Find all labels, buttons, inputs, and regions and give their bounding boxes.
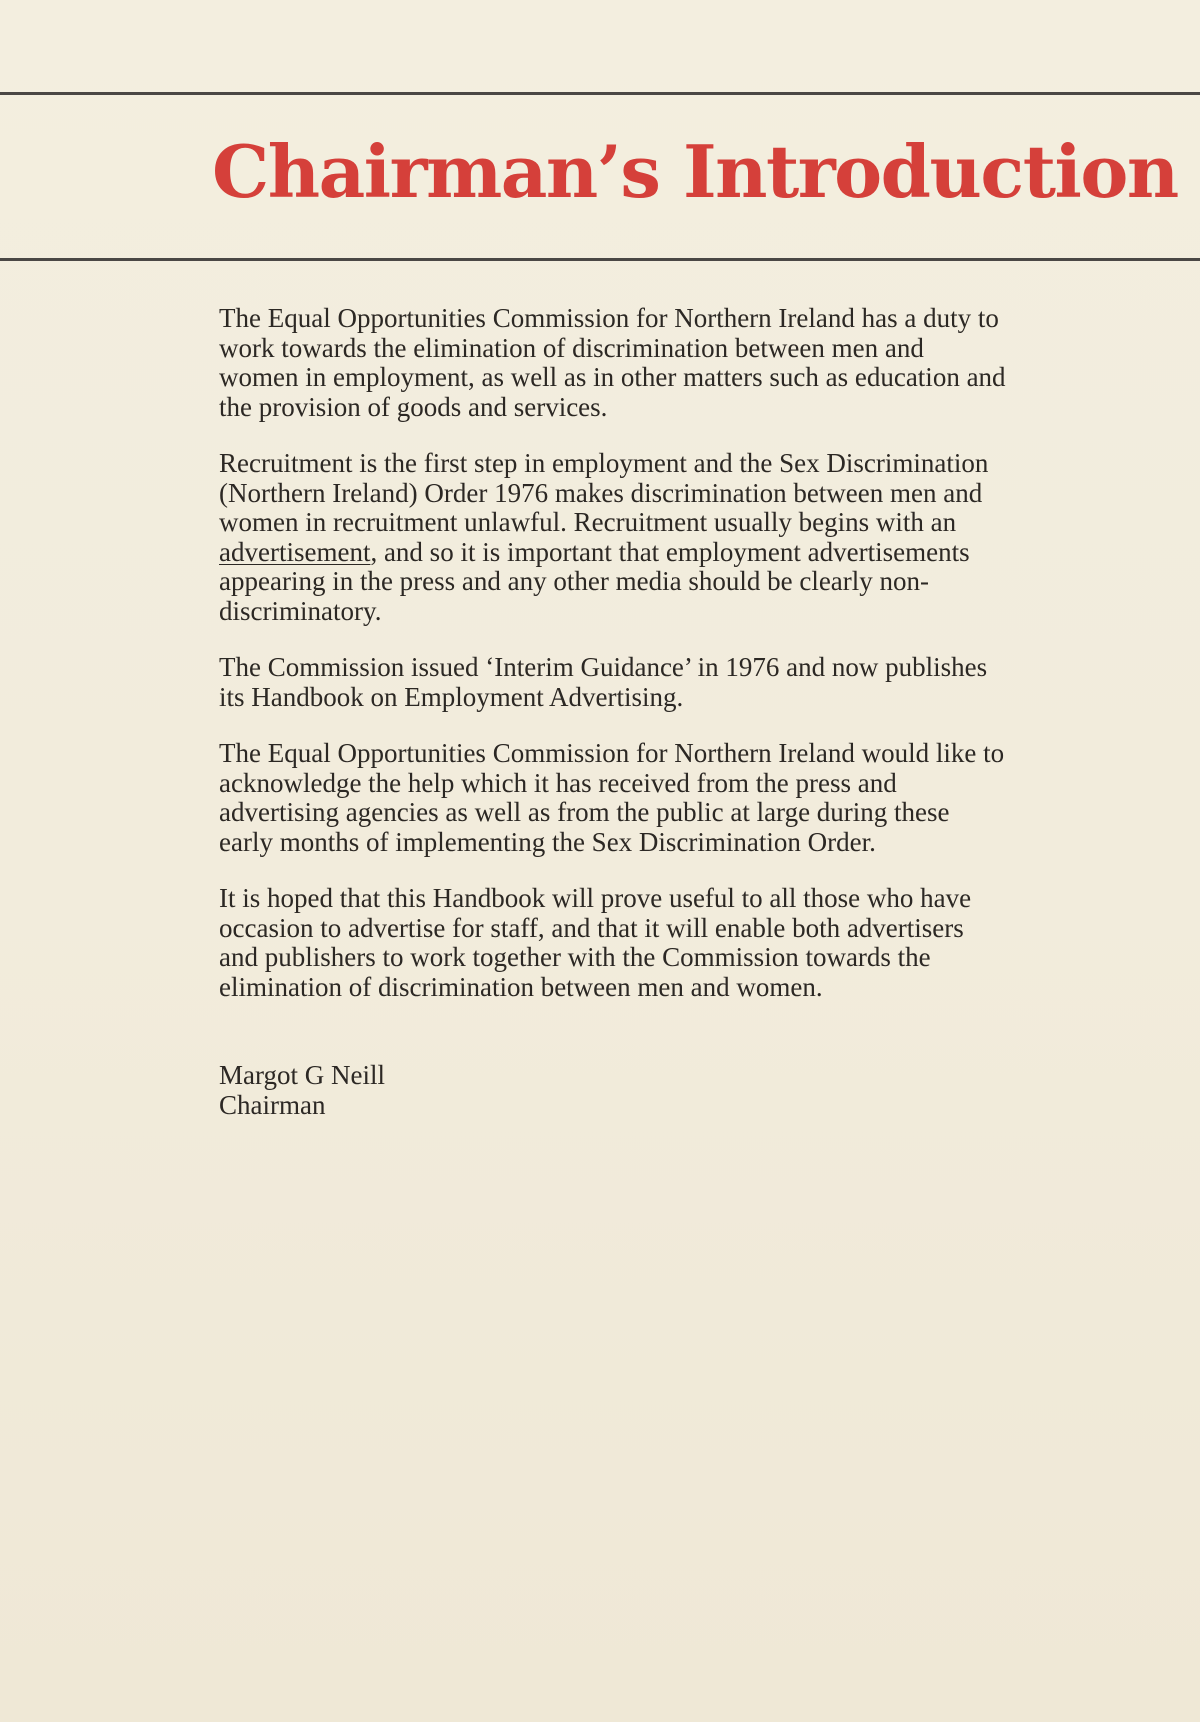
paragraph-1: The Equal Opportunities Commission for Northern Ireland has a duty to work towards the elimination of discrimination between men and women in employment, as well as in other matters such as education and the provision of goods and services. [219,303,1006,422]
paragraph-5: It is hoped that this Handbook will prove useful to all those who have occasion to advertise for staff, and that it will enable both advertisers and publishers to work together with the Commission towards the elimination of discrimination between men and women. [219,883,972,1002]
signature-block [219,1060,1009,1120]
paragraph-4: The Equal Opportunities Commission for Northern Ireland would like to acknowledge the help which it has received from the press and advertising agencies as well as from the public at large during these early months of implementing the Sex Discrimination Order. [219,738,1005,857]
body-text [219,304,1009,1120]
paragraph-2-end: , and so it is important that employment advertisements appearing in the press and any other media should be clearly non-discriminatory. [219,536,970,626]
signatory-name: Margot G Neill [219,1060,385,1090]
top-rule [0,92,1200,95]
paragraph-2-start: Recruitment is the first step in employment and the Sex Discrimination (Northern Ireland) Order 1976 makes discrimination between men and women in recruitment unlawful. Recruitment usually begins with an [219,448,989,537]
paragraph-2 [219,449,1009,626]
page-title: Chairman’s Introduction [212,129,1178,214]
paragraph-3: The Commission issued ‘Interim Guidance’ in 1976 and now publishes its Handbook on Employment Advertising. [219,652,988,712]
signatory-role: Chairman [219,1090,326,1120]
title-bottom-rule [0,258,1200,261]
underlined-word: advertisement [219,536,371,567]
